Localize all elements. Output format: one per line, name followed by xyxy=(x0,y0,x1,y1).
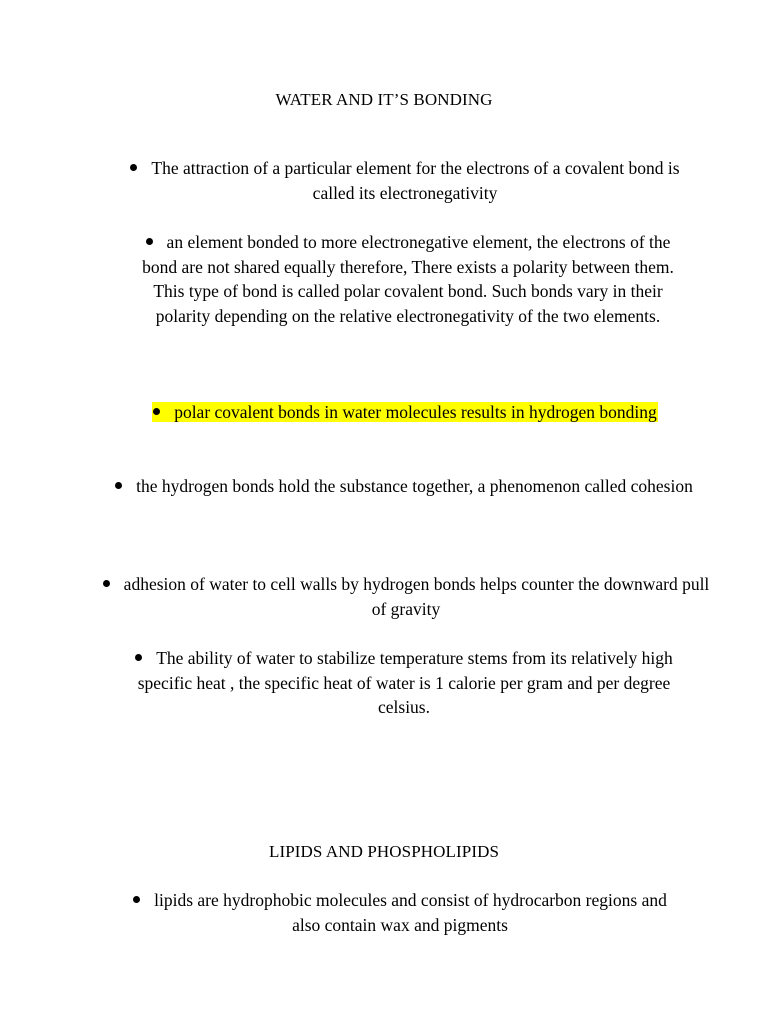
bullet-text: The attraction of a particular element for the electrons of a covalent bond is called its electronegativity xyxy=(151,158,680,203)
bullet-item xyxy=(124,646,684,720)
bullet-dot-icon xyxy=(133,896,140,903)
bullet-text: The ability of water to stabilize temperature stems from its relatively high specific heat , the specific heat of water is 1 calorie per gram and per degree celsius. xyxy=(137,648,673,717)
bullet-dot-icon xyxy=(146,238,153,245)
highlight-mark xyxy=(152,402,658,422)
bullet-item-highlighted xyxy=(118,400,692,425)
bullet-item xyxy=(128,230,688,328)
section-heading-water: WATER AND IT’S BONDING xyxy=(275,90,493,109)
bullet-text: adhesion of water to cell walls by hydrogen bonds helps counter the downward pull of gravity xyxy=(123,574,710,619)
bullet-item xyxy=(104,474,704,499)
section-heading-lipids: LIPIDS AND PHOSPHOLIPIDS xyxy=(268,842,500,861)
bullet-text: polar covalent bonds in water molecules results in hydrogen bonding xyxy=(174,402,657,422)
bullet-text: an element bonded to more electronegative element, the electrons of the bond are not shared equally therefore, There exists a polarity between them. This type of bond is called polar covalent bond. Such bonds vary in their polarity depending on the relative electronegativity of the two elements. xyxy=(142,232,674,326)
bullet-dot-icon xyxy=(153,408,160,415)
bullet-dot-icon xyxy=(103,580,110,587)
bullet-item xyxy=(120,888,680,937)
bullet-dot-icon xyxy=(130,164,137,171)
bullet-text: the hydrogen bonds hold the substance together, a phenomenon called cohesion xyxy=(136,476,693,496)
bullet-item xyxy=(120,156,690,205)
bullet-dot-icon xyxy=(135,654,142,661)
bullet-dot-icon xyxy=(115,482,122,489)
bullet-item xyxy=(100,572,712,621)
bullet-text: lipids are hydrophobic molecules and consist of hydrocarbon regions and also contain wax and pigments xyxy=(154,890,667,935)
